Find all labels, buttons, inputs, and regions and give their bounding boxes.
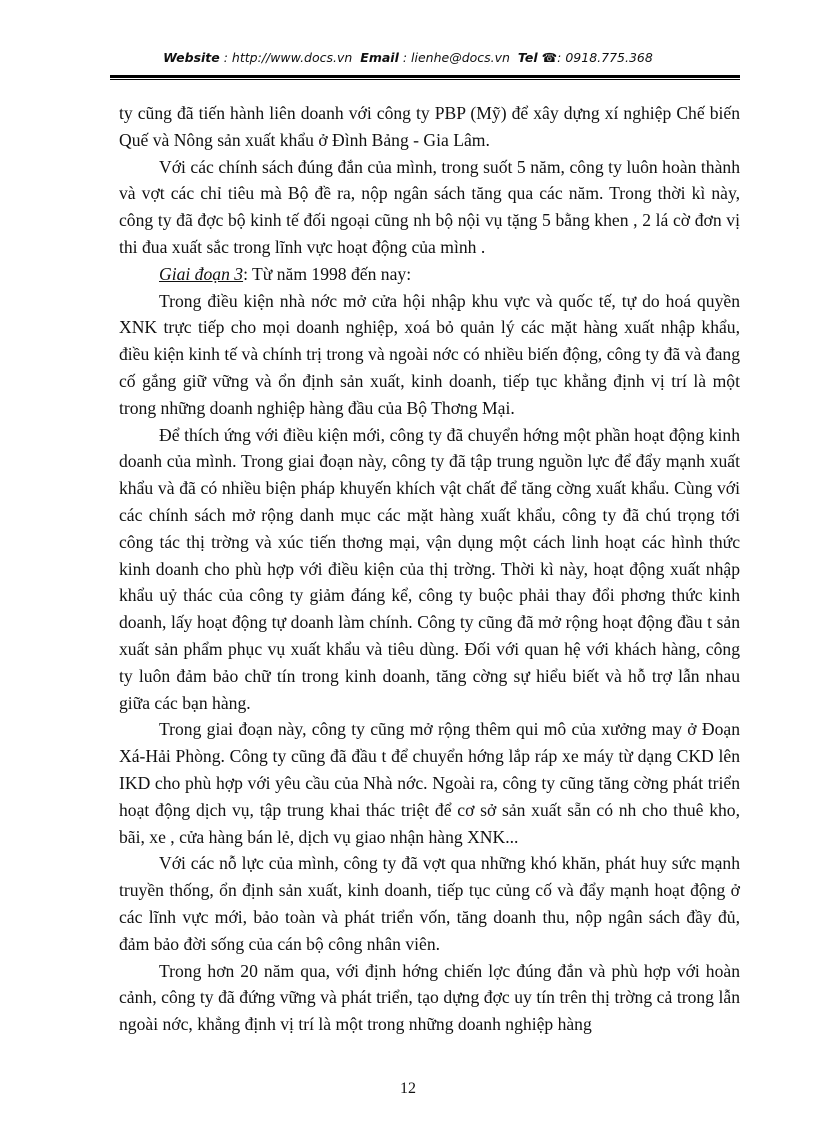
paragraph: Với các chính sách đúng đắn của mình, trong suốt 5 năm, công ty luôn hoàn thành và vợt các chỉ tiêu mà Bộ đề ra, nộp ngân sách tăng qua các năm. Trong thời kì này, công ty đã đợc bộ kinh tế đối ngoại cũng nh bộ nội vụ tặng 5 bằng khen , 2 lá cờ đơn vị thi đua xuất sắc trong lĩnh vực hoạt động của mình . [119, 156, 740, 257]
paragraph: Trong giai đoạn này, công ty cũng mở rộng thêm qui mô của xưởng may ở Đoạn Xá-Hải Phòng. Công ty cũng đã đầu t để chuyển hớng lắp ráp xe máy từ dạng CKD lên IKD cho phù hợp với yêu cầu của Nhà nớc. Ngoài ra, công ty cũng tăng cờng phát triển hoạt động dịch vụ, tập trung khai thác triệt để cơ sở sản xuất sẵn có nh cho thuê kho, bãi, xe , cửa hàng bán lẻ, dịch vụ giao nhận hàng XNK... [119, 719, 740, 847]
paragraph: Để thích ứng với điều kiện mới, công ty đã chuyển hớng một phần hoạt động kinh doanh của mình. Trong giai đoạn này, công ty đã tập trung nguồn lực để đẩy mạnh xuất khẩu và đã có nhiều biện pháp khuyến khích vật chất để tăng cờng xuất khẩu. Cùng với các chính sách mở rộng danh mục các mặt hàng xuất khẩu, công ty đã chú trọng tới công tác thị trờng và xúc tiến thơng mại, vận dụng một cách linh hoạt các hình thức kinh doanh cho phù hợp với điều kiện của thị trờng. Thời kì này, hoạt động xuất nhập khẩu uỷ thác của công ty giảm đáng kể, công ty buộc phải thay đổi phơng thức kinh doanh, lấy hoạt động tự doanh làm chính. Công ty cũng đã mở rộng hoạt động đầu t sản xuất sản phẩm phục vụ xuất khẩu và tiêu dùng. Đối với quan hệ với khách hàng, công ty luôn đảm bảo chữ tín trong kinh doanh, tăng cờng sự hiểu biết và hỗ trợ lẫn nhau giữa các bạn hàng. [119, 424, 740, 713]
page-header [0, 50, 816, 65]
page-number: 12 [400, 1080, 416, 1097]
header-rule-thick [110, 75, 740, 78]
paragraph: Trong hơn 20 năm qua, với định hớng chiến lợc đúng đắn và phù hợp với hoàn cảnh, công ty đã đứng vững và phát triển, tạo dựng đợc uy tín trên thị trờng cả trong lẫn ngoài nớc, khẳng định vị trí là một trong những doanh nghiệp hàng [119, 960, 740, 1035]
phone-icon: ☎ [541, 50, 558, 65]
tel-label: Tel [517, 50, 538, 65]
phase-heading [119, 261, 740, 288]
website-value: : http://www.docs.vn [223, 50, 353, 65]
email-label: Email [360, 50, 399, 65]
tel-value: : 0918.775.368 [557, 50, 653, 65]
phase-text: : Từ năm 1998 đến nay: [243, 263, 412, 284]
header-rule-thin [110, 79, 740, 80]
paragraph: Trong điều kiện nhà nớc mở cửa hội nhập khu vực và quốc tế, tự do hoá quyền XNK trực tiếp cho mọi doanh nghiệp, xoá bỏ quản lý các mặt hàng xuất nhập khẩu, điều kiện kinh tế và chính trị trong và ngoài nớc có nhiều biến động, công ty đã và đang cố gắng giữ vững và ổn định sản xuất, kinh doanh, tiếp tục khẳng định vị trí là một trong những doanh nghiệp hàng đầu của Bộ Thơng Mại. [119, 290, 740, 418]
website-label: Website [163, 50, 220, 65]
document-body [119, 100, 740, 1038]
phase-label: Giai đoạn 3 [159, 263, 244, 284]
paragraph: Với các nỗ lực của mình, công ty đã vợt qua những khó khăn, phát huy sức mạnh truyền thống, ổn định sản xuất, kinh doanh, tiếp tục củng cố và đẩy mạnh hoạt động ở các lĩnh vực mới, bảo toàn và phát triển vốn, tăng doanh thu, nộp ngân sách đầy đủ, đảm bảo đời sống của cán bộ công nhân viên. [119, 853, 740, 954]
email-value: : lienhe@docs.vn [402, 50, 510, 65]
paragraph: ty cũng đã tiến hành liên doanh với công ty PBP (Mỹ) để xây dựng xí nghiệp Chế biến Quế và Nông sản xuất khẩu ở Đình Bảng - Gia Lâm. [119, 103, 740, 150]
